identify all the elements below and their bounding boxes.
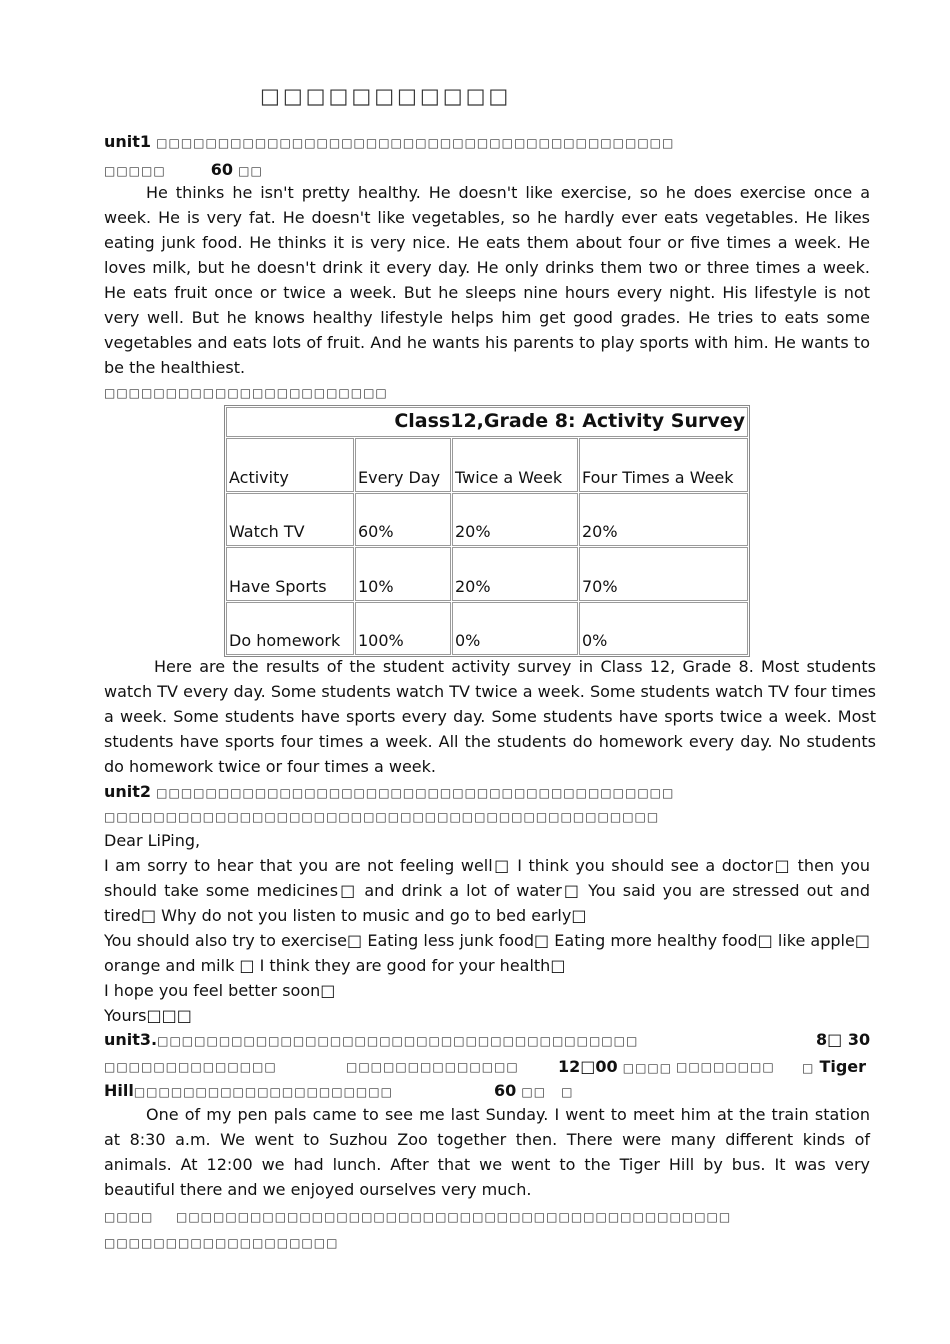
survey-essay: Here are the results of the student activity survey in Class 12, Grade 8. Most students watch TV every day. Some students watch TV twice a week. Some students watch TV four times a week. Some students have sports every day. Some students have sports twice a week. Most students have sports four times a week. All the students do homework every day. No students do homework twice or four times a week. bbox=[104, 657, 876, 776]
unit3-tiger-group bbox=[802, 1057, 866, 1076]
table-row bbox=[226, 602, 748, 656]
unit3-time-1200: 12□00 bbox=[558, 1057, 618, 1076]
unit1-limit-suffix: □□ bbox=[238, 164, 263, 178]
unit3-label: unit3. bbox=[104, 1030, 158, 1049]
unit4-line2: □□□□□□□□□□□□□□□□□□□ bbox=[104, 1236, 339, 1250]
table-cell: 20% bbox=[452, 493, 578, 547]
unit1-label: unit1 bbox=[104, 132, 152, 151]
unit3-essay: One of my pen pals came to see me last Sunday. I went to meet him at the train station at 8:30 a.m. We went to Suzhou Zoo together then. There were many different kinds of animals. At 12:00 we had lunch. After that we went to the Tiger Hill by bus. It was very beautiful there and we enjoyed ourselves very much. bbox=[104, 1105, 870, 1199]
unit1-word-limit bbox=[104, 160, 263, 179]
column-header: Activity bbox=[226, 438, 354, 492]
unit3-line2-e: □ bbox=[802, 1061, 815, 1075]
table-cell: 0% bbox=[579, 602, 748, 656]
unit3-line3 bbox=[104, 1081, 393, 1100]
survey-essay-block bbox=[104, 654, 876, 779]
table-cell: 20% bbox=[452, 547, 578, 601]
unit4-lead: □□□□ bbox=[104, 1210, 154, 1224]
unit3-line2-d: □□□□□□□□ bbox=[676, 1060, 775, 1074]
table-cell: Watch TV bbox=[226, 493, 354, 547]
unit1-heading bbox=[104, 132, 674, 151]
unit2-prompt: □□□□□□□□□□□□□□□□□□□□□□□□□□□□□□□□□□□□□□□□□□□□□ bbox=[104, 810, 660, 824]
unit3-tiger: Tiger bbox=[819, 1057, 867, 1076]
unit2-letter bbox=[104, 828, 870, 1028]
letter-paragraph: I hope you feel better soon□ bbox=[104, 981, 336, 1000]
unit2-label: unit2 bbox=[104, 782, 152, 801]
table-cell: Have Sports bbox=[226, 547, 354, 601]
letter-paragraph: You should also try to exercise□ Eating less junk food□ Eating more healthy food□ like apple□ orange and milk □ I think they are good for your health□ bbox=[104, 931, 870, 975]
unit1-essay-block bbox=[104, 180, 870, 380]
unit3-limit-end: □ bbox=[561, 1085, 574, 1099]
table-cell: 10% bbox=[355, 547, 451, 601]
unit3-line2-c: □□□□ bbox=[622, 1061, 673, 1075]
unit3-heading bbox=[104, 1030, 638, 1049]
unit1-table-intro: □□□□□□□□□□□□□□□□□□□□□□□ bbox=[104, 386, 388, 400]
letter-greeting: Dear LiPing, bbox=[104, 831, 201, 850]
column-header: Every Day bbox=[355, 438, 451, 492]
unit3-heading-text: □□□□□□□□□□□□□□□□□□□□□□□□□□□□□□□□□□□□□□□ bbox=[157, 1034, 639, 1048]
document-title: □□□□□□□□□□□ bbox=[260, 84, 512, 108]
column-header: Twice a Week bbox=[452, 438, 578, 492]
table-cell: Do homework bbox=[226, 602, 354, 656]
unit3-line2-b: □□□□□□□□□□□□□□ bbox=[346, 1060, 519, 1074]
unit3-limit-suffix: □□ bbox=[521, 1085, 547, 1099]
activity-survey-table bbox=[224, 405, 750, 657]
unit3-line2-a: □□□□□□□□□□□□□□ bbox=[104, 1060, 277, 1074]
table-cell: 70% bbox=[579, 547, 748, 601]
unit2-heading-text: □□□□□□□□□□□□□□□□□□□□□□□□□□□□□□□□□□□□□□□□□□ bbox=[156, 786, 675, 800]
unit3-time-1200-group bbox=[558, 1057, 672, 1076]
table-row bbox=[226, 493, 748, 547]
unit1-limit-value: 60 bbox=[210, 160, 234, 179]
survey-title-row bbox=[226, 407, 748, 437]
table-cell: 20% bbox=[579, 493, 748, 547]
table-cell: 0% bbox=[452, 602, 578, 656]
unit1-limit-prefix: □□□□□ bbox=[104, 164, 166, 178]
column-header: Four Times a Week bbox=[579, 438, 748, 492]
unit3-time-830: 8□ 30 bbox=[816, 1030, 871, 1049]
letter-paragraph: I am sorry to hear that you are not feeling well□ I think you should see a doctor□ then you should take some medicines□ and drink a lot of water□ You said you are stressed out and tired□ Why do not you listen to music and go to bed early□ bbox=[104, 856, 870, 925]
unit3-word-limit bbox=[494, 1081, 573, 1100]
unit3-essay-block bbox=[104, 1102, 870, 1202]
table-cell: 60% bbox=[355, 493, 451, 547]
unit1-essay: He thinks he isn't pretty healthy. He doesn't like exercise, so he does exercise once a week. He is very fat. He doesn't like vegetables, so he hardly ever eats vegetables. He likes eating junk food. He thinks it is very nice. He eats them about four or five times a week. He loves milk, but he doesn't drink it every day. He only drinks them two or three times a week. He eats fruit once or twice a week. But he sleeps nine hours every night. His lifestyle is not very well. But he knows healthy lifestyle helps him get good grades. He tries to eats some vegetables and eats lots of fruit. And he wants his parents to play sports with him. He wants to be the healthiest. bbox=[104, 183, 870, 377]
table-row bbox=[226, 547, 748, 601]
table-cell: 100% bbox=[355, 602, 451, 656]
unit1-heading-text: □□□□□□□□□□□□□□□□□□□□□□□□□□□□□□□□□□□□□□□□□□ bbox=[156, 136, 675, 150]
unit2-heading bbox=[104, 782, 674, 801]
unit4-heading-text: □□□□□□□□□□□□□□□□□□□□□□□□□□□□□□□□□□□□□□□□□□□□□ bbox=[176, 1210, 732, 1224]
unit3-line3-text: □□□□□□□□□□□□□□□□□□□□□ bbox=[133, 1085, 393, 1099]
survey-title: Class12,Grade 8: Activity Survey bbox=[226, 407, 748, 437]
unit3-limit-value: 60 bbox=[494, 1081, 517, 1100]
survey-header-row bbox=[226, 438, 748, 492]
unit3-hill: Hill bbox=[104, 1081, 134, 1100]
letter-closing: Yours□□□ bbox=[104, 1006, 192, 1025]
